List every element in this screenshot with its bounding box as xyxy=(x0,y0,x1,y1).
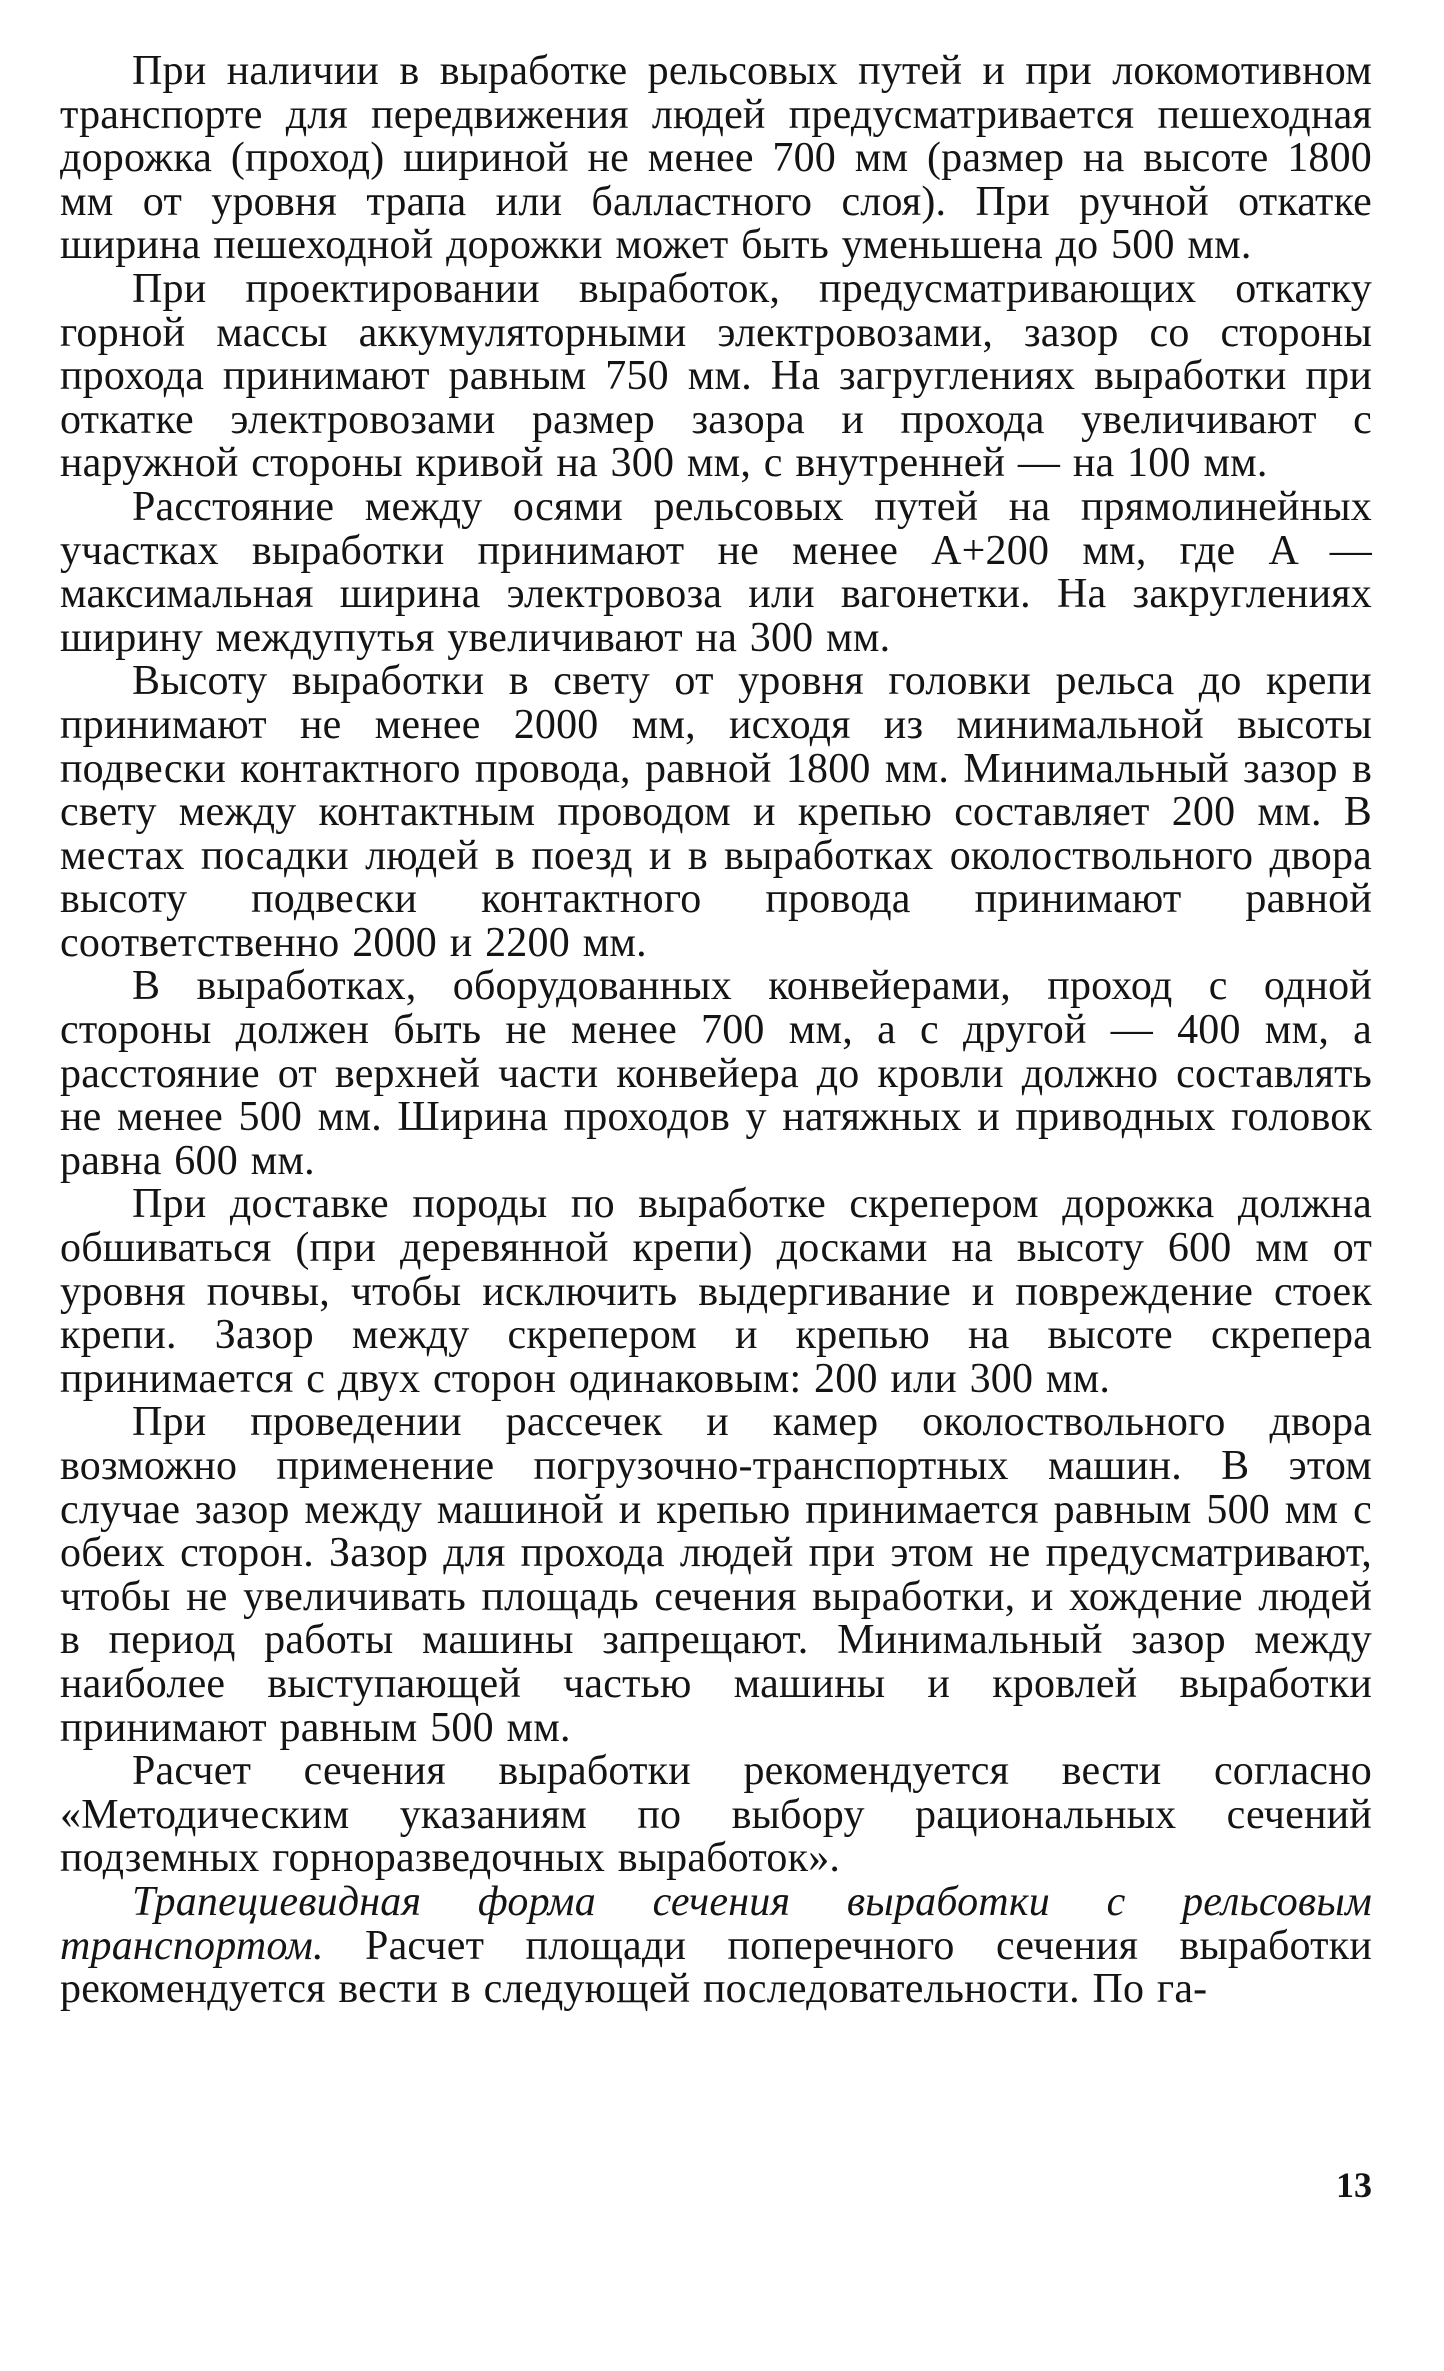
paragraph-working-height: Высоту выработки в свету от уровня головки рельса до крепи принимают не менее 2000 мм, исходя из минимальной высоты подвески контактного провода, равной 1800 мм. Минимальный зазор в свету между контактным проводом и крепью составляет 200 мм. В местах посадки людей в поезд и в выработках околоствольного двора высоту подвески контактного провода принимают равной соответственно 2000 и 2200 мм. xyxy=(60,658,1372,966)
paragraph-track-spacing: Расстояние между осями рельсовых путей на прямолинейных участках выработки принимают не менее A+200 мм, где A — максимальная ширина электровоза или вагонетки. На закруглениях ширину междупутья увеличивают на 300 мм. xyxy=(60,483,1372,661)
paragraph-calculation-guidelines: Расчет сечения выработки рекомендуется вести согласно «Методическим указаниям по выбору рациональных сечений подземных горноразведочных выработок». xyxy=(60,1748,1372,1882)
document-page xyxy=(60,50,1372,2012)
paragraph-trapezoidal-section xyxy=(60,1878,1372,2013)
section-heading-italic: Трапециевидная форма сечения выработки с рельсовым транспортом. xyxy=(60,1878,1372,1969)
paragraph-walkway: При наличии в выработке рельсовых путей и при локомотивном транспорте для передвижения людей предусматривается пешеходная дорожка (проход) шириной не менее 700 мм (размер на высоте 1800 мм от уровня трапа или балластного слоя). При ручной откатке ширина пешеходной дорожки может быть уменьшена до 500 мм. xyxy=(60,48,1372,269)
page-number: 13 xyxy=(1336,2165,1372,2205)
paragraph-loading-machines: При проведении рассечек и камер околоствольного двора возможно применение погрузочно-транспортных машин. В этом случае зазор между машиной и крепью принимается равным 500 мм с обеих сторон. Зазор для прохода людей при этом не предусматривают, чтобы не увеличивать площадь сечения выработки, и хождение людей в период работы машины запрещают. Минимальный зазор между наиболее выступающей частью машины и кровлей выработки принимают равным 500 мм. xyxy=(60,1399,1372,1751)
section-body-text: Расчет площади поперечного сечения выработки рекомендуется вести в следующей последовательности. По га- xyxy=(60,1922,1372,2013)
paragraph-conveyors: В выработках, оборудованных конвейерами, проход с одной стороны должен быть не менее 700 мм, а с другой — 400 мм, а расстояние от верхней части конвейера до кровли должно составлять не менее 500 мм. Ширина проходов у натяжных и приводных головок равна 600 мм. xyxy=(60,963,1372,1184)
paragraph-electric-locomotives: При проектировании выработок, предусматривающих откатку горной массы аккумуляторными электровозами, зазор со стороны прохода принимают равным 750 мм. На загруглениях выработки при откатке электровозами размер зазора и прохода увеличивают с наружной стороны кривой на 300 мм, с внутренней — на 100 мм. xyxy=(60,265,1372,487)
paragraph-scraper: При доставке породы по выработке скрепером дорожка должна обшиваться (при деревянной крепи) досками на высоту 600 мм от уровня почвы, чтобы исключить выдергивание и повреждение стоек крепи. Зазор между скрепером и крепью на высоте скрепера принимается с двух сторон одинаковым: 200 или 300 мм. xyxy=(60,1181,1372,1402)
